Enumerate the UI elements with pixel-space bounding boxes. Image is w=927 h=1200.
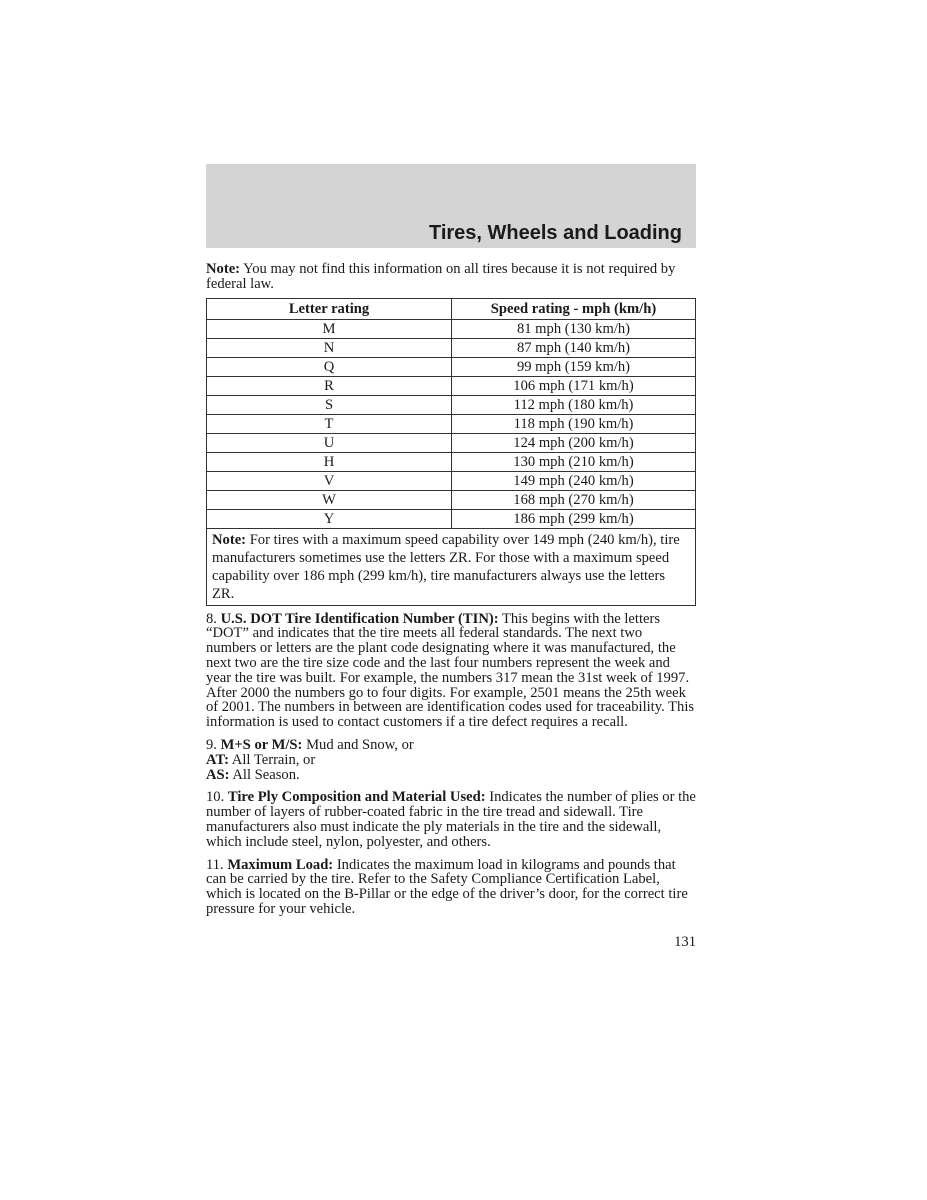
table-row	[207, 452, 696, 471]
col-header-speed: Speed rating - mph (km/h)	[452, 298, 696, 319]
letter-cell: N	[207, 338, 452, 357]
letter-cell: Q	[207, 357, 452, 376]
speed-cell: 149 mph (240 km/h)	[452, 471, 696, 490]
item-9-text-as: All Season.	[229, 766, 300, 783]
item-10-text: Indicates the number of plies or the number of layers of rubber-coated fabric in the tire tread and sidewall. Tire manufacturers also must indicate the ply materials in the tire and the sidewall, which include steel, nylon, polyester, and others.	[206, 789, 696, 850]
table-row	[207, 319, 696, 338]
table-row	[207, 357, 696, 376]
speed-cell: 186 mph (299 km/h)	[452, 509, 696, 528]
item-11-text: Indicates the maximum load in kilograms and pounds that can be carried by the tire. Refer to the Safety Compliance Certification Label, which is located on the B-Pillar or the edge of the driver’s door, for the correct tire pressure for your vehicle.	[206, 856, 688, 917]
item-9-label-ms: M+S or M/S:	[220, 736, 303, 753]
item-8-text: This begins with the letters “DOT” and indicates that the tire meets all federal standards. The next two numbers or letters are the plant code designating where it was manufactured, the next two are the tire size code and the last four numbers represent the week and year the tire was built. For example, the numbers 317 mean the 31st week of 1997. After 2000 the numbers go to four digits. For example, 2501 means the 25th week of 2001. The numbers in between are identification codes used for traceability. This information is used to contact customers if a tire defect requires a recall.	[206, 610, 695, 731]
item-8-number: 8.	[206, 610, 221, 627]
table-row	[207, 338, 696, 357]
table-header-row	[207, 298, 696, 319]
speed-cell: 168 mph (270 km/h)	[452, 490, 696, 509]
speed-cell: 99 mph (159 km/h)	[452, 357, 696, 376]
item-10	[206, 790, 696, 849]
item-10-label: Tire Ply Composition and Material Used:	[227, 789, 486, 806]
table-row	[207, 395, 696, 414]
speed-cell: 81 mph (130 km/h)	[452, 319, 696, 338]
intro-note	[206, 262, 696, 292]
item-8	[206, 612, 696, 730]
section-title: Tires, Wheels and Loading	[428, 222, 682, 244]
item-9-number: 9.	[206, 736, 221, 753]
speed-cell: 124 mph (200 km/h)	[452, 433, 696, 452]
item-11	[206, 858, 696, 917]
letter-cell: T	[207, 414, 452, 433]
speed-cell: 106 mph (171 km/h)	[452, 376, 696, 395]
letter-cell: U	[207, 433, 452, 452]
col-header-letter: Letter rating	[207, 298, 452, 319]
table-note	[207, 528, 696, 605]
table-row	[207, 490, 696, 509]
letter-cell: R	[207, 376, 452, 395]
intro-note-label: Note:	[206, 261, 241, 277]
speed-rating-table	[206, 298, 696, 606]
letter-cell: M	[207, 319, 452, 338]
table-note-row	[207, 528, 696, 605]
intro-note-text: You may not find this information on all tires because it is not required by federal law.	[206, 261, 676, 292]
speed-cell: 118 mph (190 km/h)	[452, 414, 696, 433]
item-10-number: 10.	[206, 789, 228, 806]
item-8-label: U.S. DOT Tire Identification Number (TIN):	[220, 610, 499, 627]
item-9-label-as: AS:	[206, 766, 230, 783]
item-11-number: 11.	[206, 856, 228, 873]
table-row	[207, 471, 696, 490]
speed-cell: 130 mph (210 km/h)	[452, 452, 696, 471]
letter-cell: H	[207, 452, 452, 471]
item-9-text-at: All Terrain, or	[228, 751, 316, 768]
letter-cell: Y	[207, 509, 452, 528]
page-number: 131	[674, 934, 696, 950]
table-row	[207, 433, 696, 452]
letter-cell: V	[207, 471, 452, 490]
speed-cell: 112 mph (180 km/h)	[452, 395, 696, 414]
table-row	[207, 414, 696, 433]
letter-cell: S	[207, 395, 452, 414]
section-header	[206, 164, 696, 248]
letter-cell: W	[207, 490, 452, 509]
speed-cell: 87 mph (140 km/h)	[452, 338, 696, 357]
item-11-label: Maximum Load:	[227, 856, 334, 873]
item-9-label-at: AT:	[206, 751, 229, 768]
table-row	[207, 509, 696, 528]
item-9	[206, 738, 696, 782]
page-content	[206, 262, 696, 925]
item-9-text-ms: Mud and Snow, or	[302, 736, 414, 753]
table-row	[207, 376, 696, 395]
table-note-text: For tires with a maximum speed capability over 149 mph (240 km/h), tire manufacturers sometimes use the letters ZR. For those with a maximum speed capability over 186 mph (299 km/h), tire manufacturers always use the letters ZR.	[212, 531, 680, 602]
table-note-label: Note:	[212, 531, 247, 548]
